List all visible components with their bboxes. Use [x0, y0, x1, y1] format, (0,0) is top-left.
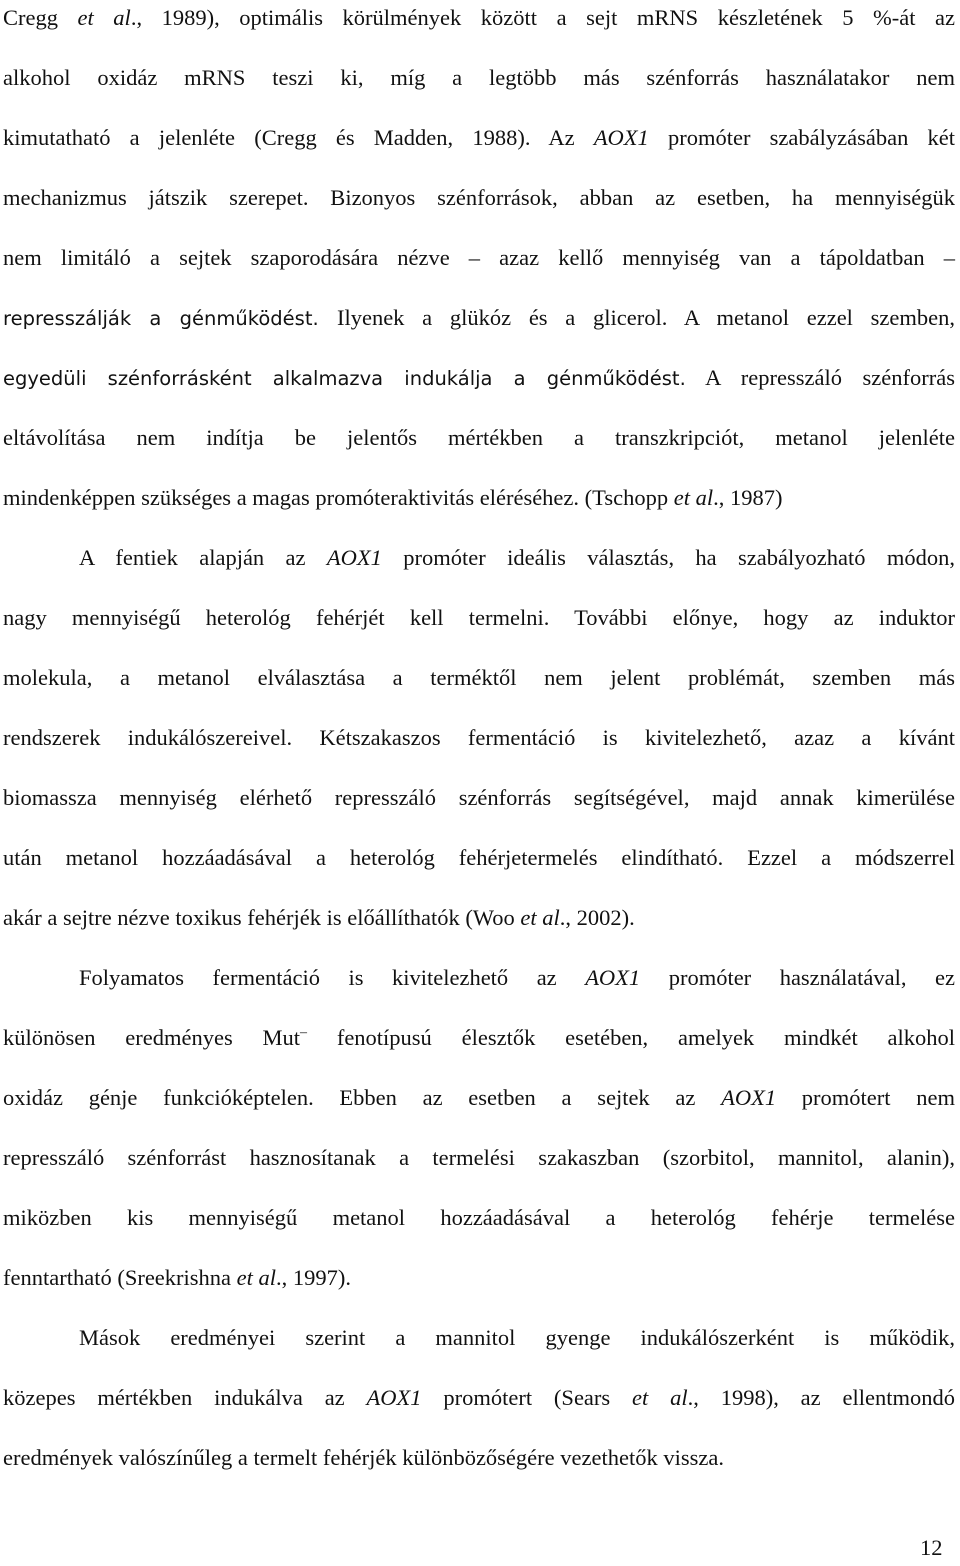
text-run: egyedüli szénforrásként alkalmazva indukálja a génműködést. [3, 367, 686, 390]
text-run: kimutatható a jelenléte (Cregg és Madden, 1988). Az [3, 125, 594, 150]
text-run: AOX1 [366, 1385, 422, 1410]
text-run: nagy mennyiségű heterológ fehérjét kell termelni. További előnye, hogy az induktor [3, 605, 955, 630]
text-run: AOX1 [326, 545, 382, 570]
text-run: promótert nem [776, 1085, 955, 1110]
paragraph-1-line-4 [3, 180, 955, 216]
text-run: Folyamatos fermentáció is kivitelezhető az [79, 965, 586, 990]
text-run: ., 2002). [559, 905, 635, 930]
text-run: promóter használatával, ez [640, 965, 955, 990]
page-number: 12 [920, 1535, 943, 1560]
text-run: represszálják a génműködést. [3, 307, 337, 330]
text-run: et al [673, 485, 714, 510]
text-run: akár a sejtre nézve toxikus fehérjék is előállíthatók (Woo [3, 905, 521, 930]
text-run: promótert (Sears [421, 1385, 633, 1410]
text-run: et al [632, 1385, 688, 1410]
text-run: AOX1 [593, 125, 649, 150]
text-run: et al [236, 1265, 277, 1290]
paragraph-3-line-6 [3, 1260, 955, 1296]
text-run: A represszáló szénforrás [685, 365, 956, 390]
text-run: ., 1997). [276, 1265, 352, 1290]
text-run: AOX1 [721, 1085, 777, 1110]
paragraph-2-line-2 [3, 600, 955, 636]
paragraph-3-line-1 [79, 960, 955, 996]
paragraph-2-line-5 [3, 780, 955, 816]
text-run: Ilyenek a glükóz és a glicerol. A metanol ezzel szemben, [336, 305, 955, 330]
text-run: mindenképpen szükséges a magas promóteraktivitás eléréséhez. (Tschopp [3, 485, 674, 510]
text-run: Cregg [3, 5, 78, 30]
paragraph-1-line-8 [3, 420, 955, 456]
text-run: miközben kis mennyiségű metanol hozzáadásával a heterológ fehérje termelése [3, 1205, 955, 1230]
text-run: különösen eredményes Mut [3, 1025, 301, 1050]
text-run: mechanizmus játszik szerepet. Bizonyos szénforrások, abban az esetben, ha mennyiségük [3, 185, 955, 210]
text-run: Mások eredményei szerint a mannitol gyenge indukálószerként is működik, [79, 1325, 955, 1350]
text-run: fenntartható (Sreekrishna [3, 1265, 237, 1290]
text-run: ., 1998), az ellentmondó [687, 1385, 955, 1410]
text-run: – [300, 1025, 308, 1040]
text-run: AOX1 [585, 965, 641, 990]
text-run: biomassza mennyiség elérhető represszáló szénforrás segítségével, majd annak kimerülése [3, 785, 955, 810]
text-run: ., 1989), optimális körülmények között a sejt mRNS készletének 5 %-át az [130, 5, 955, 30]
text-run: rendszerek indukálószereivel. Kétszakaszos fermentáció is kivitelezhető, azaz a kívánt [3, 725, 955, 750]
text-run: promóter szabályzásában két [648, 125, 955, 150]
paragraph-1-line-5 [3, 240, 955, 276]
paragraph-1-line-2 [3, 60, 955, 96]
paragraph-2-line-1 [79, 540, 955, 576]
text-run: után metanol hozzáadásával a heterológ fehérjetermelés elindítható. Ezzel a módszerrel [3, 845, 955, 870]
paragraph-2-line-3 [3, 660, 955, 696]
paragraph-4-line-3 [3, 1440, 955, 1476]
text-run: fenotípusú élesztők esetében, amelyek mindkét alkohol [307, 1025, 955, 1050]
text-run: közepes mértékben indukálva az [3, 1385, 367, 1410]
paragraph-1-line-1 [3, 0, 955, 36]
paragraph-1-line-9 [3, 480, 955, 516]
paragraph-3-line-4 [3, 1140, 955, 1176]
text-run: et al [520, 905, 560, 930]
paragraph-2-line-7 [3, 900, 955, 936]
text-run: eredmények valószínűleg a termelt fehérjék különbözőségére vezethetők vissza. [3, 1445, 724, 1470]
text-run: ., 1987) [713, 485, 783, 510]
paragraph-1-line-3 [3, 120, 955, 156]
text-run: molekula, a metanol elválasztása a terméktől nem jelent problémát, szemben más [3, 665, 955, 690]
text-run: oxidáz génje funkcióképtelen. Ebben az esetben a sejtek az [3, 1085, 722, 1110]
text-run: nem limitáló a sejtek szaporodására nézve – azaz kellő mennyiség van a tápoldatban – [3, 245, 955, 270]
paragraph-3-line-3 [3, 1080, 955, 1116]
text-run: promóter ideális választás, ha szabályozható módon, [381, 545, 955, 570]
paragraph-2-line-4 [3, 720, 955, 756]
paragraph-3-line-2 [3, 1020, 955, 1056]
paragraph-2-line-6 [3, 840, 955, 876]
text-run: et al [77, 5, 131, 30]
paragraph-1-line-6 [3, 300, 955, 336]
paragraph-1-line-7 [3, 360, 955, 396]
paragraph-4-line-1 [79, 1320, 955, 1356]
paragraph-4-line-2 [3, 1380, 955, 1416]
text-run: alkohol oxidáz mRNS teszi ki, míg a legtöbb más szénforrás használatakor nem [3, 65, 955, 90]
text-run: eltávolítása nem indítja be jelentős mértékben a transzkripciót, metanol jelenléte [3, 425, 955, 450]
paragraph-3-line-5 [3, 1200, 955, 1236]
text-run: represszáló szénforrást hasznosítanak a termelési szakaszban (szorbitol, mannitol, alanin), [3, 1145, 955, 1170]
text-run: A fentiek alapján az [79, 545, 327, 570]
